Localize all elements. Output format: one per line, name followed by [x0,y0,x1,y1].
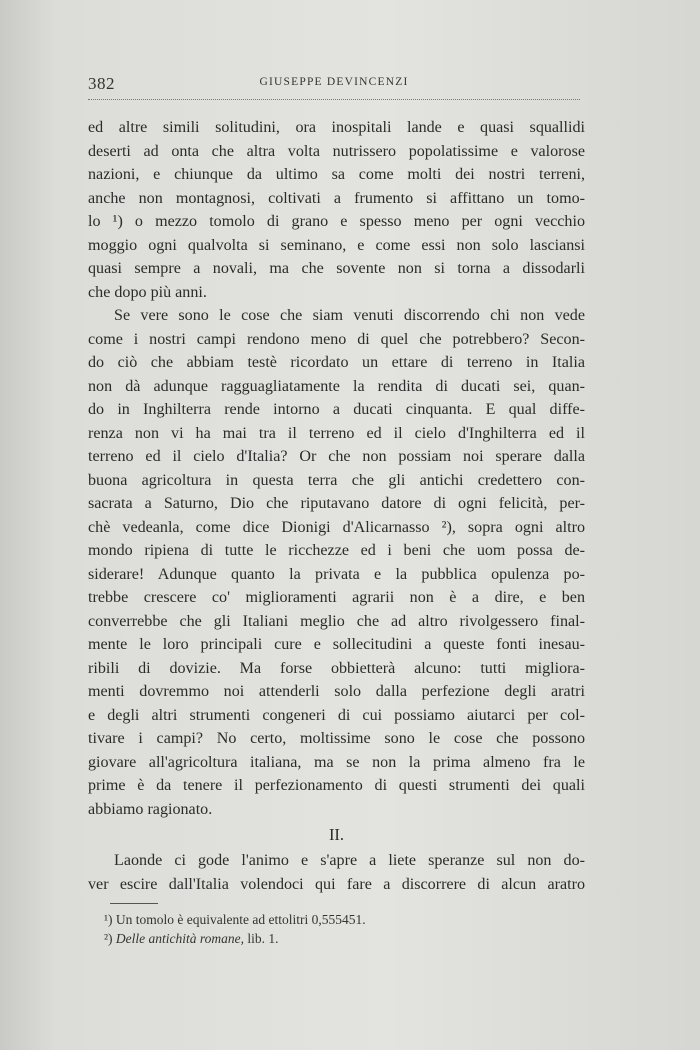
text-line: giovare all'agricoltura italiana, ma se non la prima almeno fra le [88,753,585,771]
text-line: quasi sempre a novali, ma che sovente non si torna a dissodarli [88,260,585,277]
text-line: e degli altri strumenti congeneri di cui possiamo aiutarci per col- [88,706,585,724]
footnote-rule [110,903,158,904]
text-line: prime è da tenere il perfezionamento di questi strumenti dei quali [88,777,585,794]
text-line: lo ¹) o mezzo tomolo di grano e spesso meno per ogni vecchio [88,213,585,230]
text-line: renza non vi ha mai tra il terreno ed il cielo d'Inghilterra ed il [88,424,585,442]
text-line: moggio ogni qualvolta si seminano, e come essi non solo lasciansi [88,236,585,254]
text-line: abbiamo ragionato. [88,800,213,818]
footnotes [104,910,524,948]
text-line: terreno ed il cielo d'Italia? Or che non possiam noi sperare dalla [88,448,585,465]
text-line: non dà adunque ragguagliatamente la rendita di ducati sei, quan- [88,377,585,395]
text-line: anche non montagnosi, coltivati a frumento si affittano un tomo- [88,189,585,207]
text-line: Se vere sono le cose che siam venuti discorrendo chi non vede [114,307,585,324]
paragraph [88,849,585,896]
text-line: do in Inghilterra rende intorno a ducati cinquanta. E qual diffe- [88,401,585,418]
text-line: ver escire dall'Italia volendoci qui fare a discorrere di alcun aratro [88,875,585,893]
paragraph [88,304,585,821]
text-line: che dopo più anni. [88,283,207,301]
text-line: siderare! Adunque quanto la privata e la pubblica opulenza po- [88,565,585,583]
text-line: menti dovremmo noi attenderli solo dalla perfezione degli aratri [88,683,585,700]
page-header [88,74,580,96]
footnote-mark: ¹) [104,912,113,927]
text-line: deserti ad onta che altra volta nutrissero popolatissime e valorose [88,142,585,160]
text-line: ed altre simili solitudini, ora inospitali lande e quasi squallidi [88,119,585,136]
text-line: Laonde ci gode l'animo e s'apre a liete speranze sul non do- [114,852,585,869]
text-line: mente le loro principali cure e sollecitudini a queste fonti inesau- [88,636,585,653]
text-line: come i nostri campi rendono meno di quel che potrebbero? Secon- [88,330,585,348]
paragraph [88,116,585,304]
header-rule [88,99,580,100]
footnote-text: lib. 1. [244,931,279,946]
text-line: mondo ripiena di tutte le ricchezze ed i beni che uom possa de- [88,542,585,559]
text-line: tivare i campi? No certo, moltissime sono le cose che possono [88,730,585,747]
text-line: trebbe crescere co' miglioramenti agrarii non è a dire, e ben [88,589,585,606]
running-head: GIUSEPPE DEVINCENZI [259,76,409,88]
page-number: 382 [88,74,115,93]
text-line: sacrata a Saturno, Dio che riputavano datore di ogni felicità, per- [88,495,585,512]
footnote-2 [104,929,524,948]
text-line: ribili di dovizie. Ma forse obbietterà alcuno: tutti migliora- [88,659,585,677]
body-text [88,116,585,896]
section-heading: II. [328,825,345,844]
text-line: chè vedeanla, come dice Dionigi d'Alicarnasso ²), sopra ogni altro [88,518,585,536]
text-line: converrebbe che gli Italiani meglio che ad altro rivolgessero final- [88,612,585,630]
text-line: do ciò che abbiam testè ricordato un ettare di terreno in Italia [88,354,585,371]
text-line: buona agricoltura in questa terra che gli antichi credettero con- [88,471,585,489]
footnote-1 [104,910,524,929]
text-line: nazioni, e chiunque da ultimo sa come molti dei nostri terreni, [88,166,585,183]
footnote-mark: ²) [104,931,113,946]
footnote-text: Un tomolo è equivalente ad ettolitri 0,555451. [115,912,366,927]
footnote-title: Delle antichità romane, [115,931,245,946]
